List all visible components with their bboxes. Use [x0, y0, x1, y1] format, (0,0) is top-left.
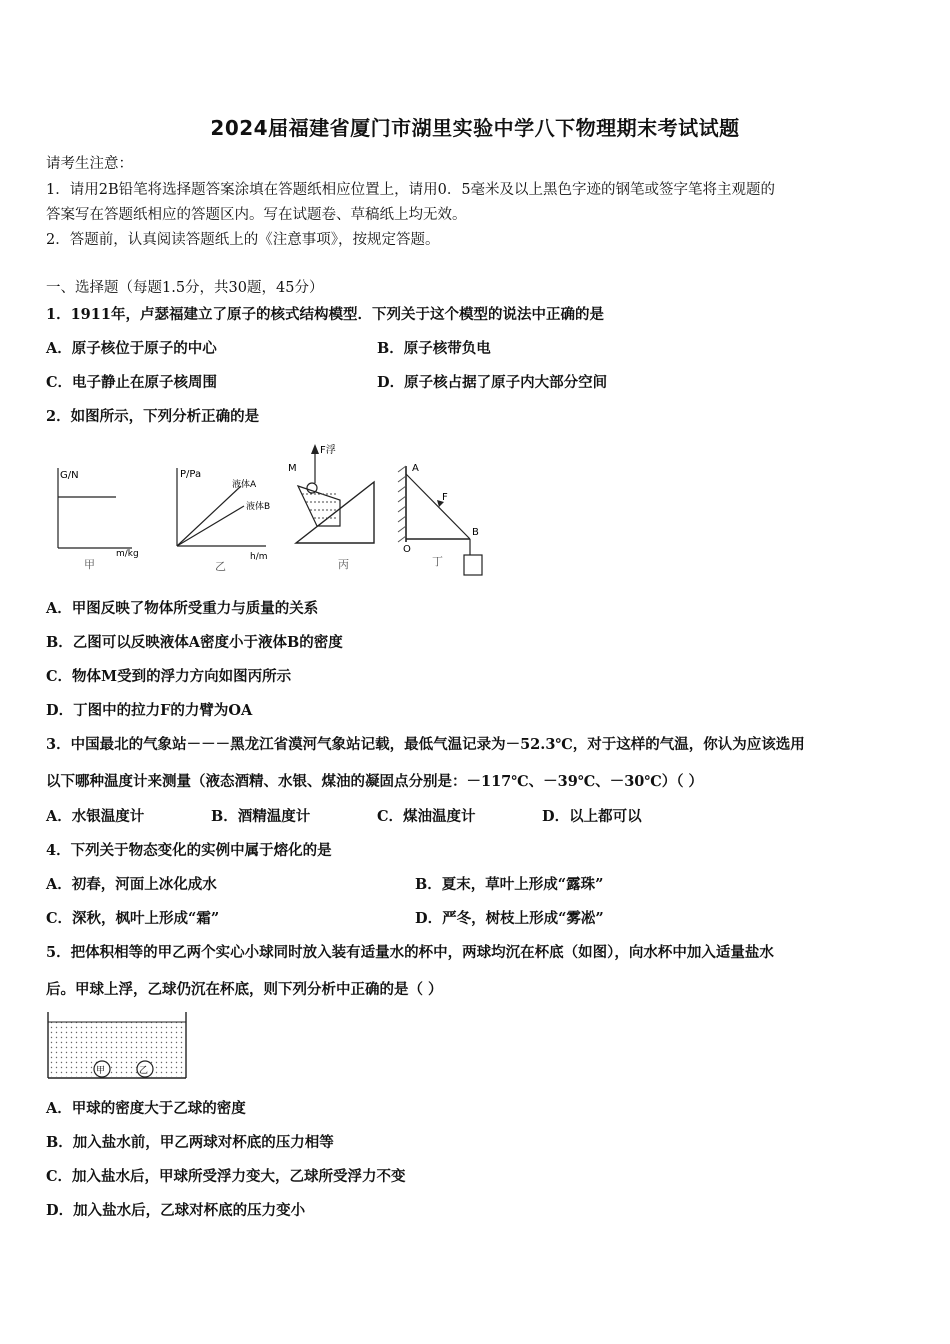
- bing-force-label: F浮: [320, 445, 336, 456]
- yi-ylabel: P/Pa: [180, 469, 202, 480]
- q3-stem-line2: 以下哪种温度计来测量（液态酒精、水银、煤油的凝固点分别是：－117℃、－39℃、－30℃）（ ）: [46, 773, 704, 790]
- section-heading: 一、选择题（每题1.5分，共30题，45分）: [46, 280, 324, 296]
- q1-option-a: A．原子核位于原子的中心: [46, 340, 217, 357]
- notice-item-1a: 1．请用2B铅笔将选择题答案涂填在答题纸相应位置上，请用0．5毫米及以上黑色字迹的钢笔或签字笔将主观题的: [46, 182, 776, 198]
- page-title: 2024届福建省厦门市湖里实验中学八下物理期末考试试题: [210, 116, 740, 140]
- ding-label-b: B: [472, 527, 479, 538]
- q5-option-b: B．加入盐水前，甲乙两球对杯底的压力相等: [46, 1134, 334, 1151]
- ball-yi-label: 乙: [139, 1066, 149, 1076]
- figure-jia: [58, 468, 139, 571]
- figure-yi: [177, 468, 270, 573]
- q2-figure: [40, 438, 510, 583]
- q3-option-d: D．以上都可以: [542, 808, 642, 825]
- ding-caption: 丁: [432, 555, 443, 568]
- bing-caption: 丙: [338, 558, 349, 571]
- q5-figure: [44, 1010, 190, 1082]
- yi-caption: 乙: [215, 560, 226, 573]
- q5-option-d: D．加入盐水后，乙球对杯底的压力变小: [46, 1202, 306, 1219]
- q2-stem: 2．如图所示，下列分析正确的是: [46, 408, 260, 425]
- ding-label-a: A: [412, 463, 419, 474]
- q2-option-c: C．物体M受到的浮力方向如图丙所示: [46, 668, 292, 685]
- q5-stem-line2: 后。甲球上浮，乙球仍沉在杯底，则下列分析中正确的是（ ）: [46, 981, 443, 998]
- jia-caption: 甲: [84, 558, 95, 571]
- yi-line-b-label: 液体B: [246, 502, 271, 512]
- q3-option-a: A．水银温度计: [46, 808, 145, 825]
- q5-option-c: C．加入盐水后，甲球所受浮力变大，乙球所受浮力不变: [46, 1168, 406, 1185]
- q4-option-b: B．夏末，草叶上形成“露珠”: [415, 876, 604, 893]
- q3-option-c: C．煤油温度计: [377, 808, 476, 825]
- jia-ylabel: G/N: [60, 470, 79, 481]
- ding-label-f: F: [442, 492, 448, 503]
- bing-mass-label: M: [288, 463, 297, 474]
- q1-option-c: C．电子静止在原子核周围: [46, 374, 218, 391]
- q2-option-a: A．甲图反映了物体所受重力与质量的关系: [46, 600, 319, 617]
- q3-stem-line1: 3．中国最北的气象站－－－黑龙江省漠河气象站记载，最低气温记录为－52.3℃，对于这样的气温，你认为应该选用: [46, 736, 805, 753]
- q3-option-b: B．酒精温度计: [211, 808, 311, 825]
- q2-option-d: D．丁图中的拉力F的力臂为OA: [46, 702, 253, 719]
- notice-item-2: 2．答题前，认真阅读答题纸上的《注意事项》，按规定答题。: [46, 232, 440, 248]
- yi-xlabel: h/m: [250, 552, 268, 562]
- q5-stem-line1: 5．把体积相等的甲乙两个实心小球同时放入装有适量水的杯中，两球均沉在杯底（如图），向水杯中加入适量盐水: [46, 944, 774, 961]
- q4-option-a: A．初春，河面上冰化成水: [46, 876, 217, 893]
- ding-label-o: O: [403, 544, 411, 555]
- figure-ding: [398, 463, 482, 575]
- q4-stem: 4．下列关于物态变化的实例中属于熔化的是: [46, 842, 332, 859]
- q4-option-d: D．严冬，树枝上形成“雾凇”: [415, 910, 604, 927]
- q5-option-a: A．甲球的密度大于乙球的密度: [46, 1100, 246, 1117]
- yi-line-a-label: 液体A: [232, 480, 257, 490]
- notice-item-1b: 答案写在答题纸相应的答题区内。写在试题卷、草稿纸上均无效。: [46, 207, 467, 223]
- q1-option-d: D．原子核占据了原子内大部分空间: [377, 374, 608, 391]
- q1-stem: 1．1911年，卢瑟福建立了原子的核式结构模型．下列关于这个模型的说法中正确的是: [46, 306, 604, 323]
- notice-heading: 请考生注意：: [46, 156, 133, 172]
- q1-option-b: B．原子核带负电: [377, 340, 491, 357]
- figure-bing: [288, 443, 374, 571]
- q4-option-c: C．深秋，枫叶上形成“霜”: [46, 910, 220, 927]
- ball-jia-label: 甲: [96, 1066, 106, 1076]
- q2-option-b: B．乙图可以反映液体A密度小于液体B的密度: [46, 634, 343, 651]
- jia-xlabel: m/kg: [116, 549, 139, 559]
